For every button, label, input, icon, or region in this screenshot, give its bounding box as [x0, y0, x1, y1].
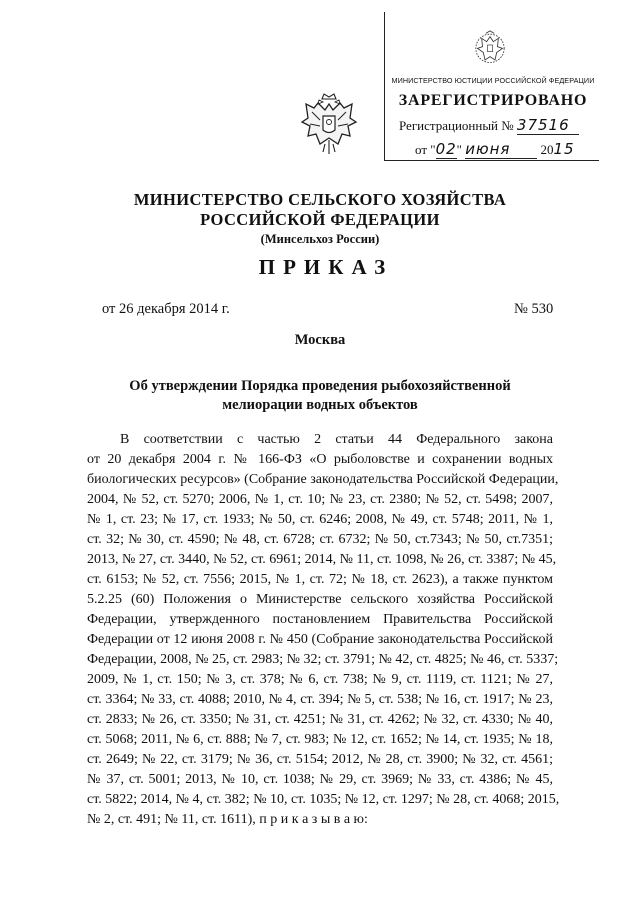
stamp-date-year-prefix: 20 [540, 142, 554, 157]
body-line: ст. 5068; 2011, № 6, ст. 888; № 7, ст. 983; № 12, ст. 1652; № 14, ст. 1935; № 18, [87, 732, 553, 747]
body-line: Федерации, утвержденного постановлением Правительства Российской [87, 612, 553, 627]
body-line: ст. 2649; № 22, ст. 3179; № 36, ст. 5154; 2012, № 28, ст. 3900; № 32, ст. 4561; [87, 752, 553, 767]
stamp-date-day: 02 [435, 140, 457, 158]
stamp-date-prefix: от [415, 142, 428, 157]
body-line: Федерации, 2008, № 25, ст. 2983; № 32; ст. 3791; № 42, ст. 4825; № 46, ст. 5337; [87, 652, 559, 667]
ministry-name-line1: МИНИСТЕРСТВО СЕЛЬСКОГО ХОЗЯЙСТВА [133, 190, 507, 209]
body-line: № 37, ст. 5001; 2013, № 10, ст. 1038; № 29, ст. 3969; № 33, ст. 4386; № 45, [87, 772, 553, 787]
body-line: Федерации от 12 июня 2008 г. № 450 (Собрание законодательства Российской [87, 632, 553, 647]
body-line: ст. 6153; № 52, ст. 7556; 2015, № 1, ст. 72; № 18, ст. 2623), а также пунктом [87, 572, 553, 587]
stamp-date-year-suffix: 15 [553, 140, 575, 158]
body-line: № 1, ст. 23; № 17, ст. 1933; № 50, ст. 6246; 2008, № 49, ст. 5748; 2011, № 1, [87, 512, 553, 527]
coat-of-arms-icon [300, 90, 358, 160]
stamp-date-month: июня [465, 140, 537, 159]
stamp-regno-row [399, 116, 579, 135]
stamp-registered: ЗАРЕГИСТРИРОВАНО [398, 92, 588, 109]
registration-stamp [384, 12, 599, 161]
body-line: 2004, № 52, ст. 5270; 2006, № 1, ст. 10; № 23, ст. 2380; № 52, ст. 5498; 2007, [87, 492, 553, 507]
body-line: 5.2.25 (60) Положения о Министерстве сельского хозяйства Российской [87, 592, 553, 607]
order-number: № 530 [514, 301, 554, 317]
stamp-date-row: от "02" июня 2015 [415, 140, 575, 158]
body-line: биологических ресурсов» (Собрание законодательства Российской Федерации, [87, 472, 559, 487]
body-line: № 2, ст. 491; № 11, ст. 1611), п р и к а з ы в а ю: [87, 812, 368, 827]
order-date: от 26 декабря 2014 г. [102, 301, 230, 317]
stamp-ministry: МИНИСТЕРСТВО ЮСТИЦИИ РОССИЙСКОЙ ФЕДЕРАЦИИ [391, 76, 595, 85]
stamp-regno-label: Регистрационный № [399, 118, 514, 133]
body-line: от 20 декабря 2004 г. № 166-ФЗ «О рыболовстве и сохранении водных [87, 452, 553, 467]
stamp-emblem-icon [473, 30, 507, 70]
order-city: Москва [294, 332, 346, 348]
ministry-name-line2: РОССИЙСКОЙ ФЕДЕРАЦИИ [200, 210, 440, 229]
body-line: В соответствии с частью 2 статьи 44 Федерального закона [120, 432, 553, 447]
subject-line2: мелиорации водных объектов [222, 397, 418, 413]
subject-line1: Об утверждении Порядка проведения рыбохозяйственной [129, 378, 511, 394]
body-line: ст. 3364; № 33, ст. 4088; 2010, № 4, ст. 394; № 5, ст. 538; № 16, ст. 1917; № 23, [87, 692, 553, 707]
ministry-short-name: (Минсельхоз России) [260, 232, 380, 246]
stamp-regno-value: 37516 [517, 116, 579, 135]
body-line: ст. 32; № 30, ст. 4590; № 48, ст. 6728; ст. 6732; № 50, ст.7343; № 50, ст.7351; [87, 532, 553, 547]
order-title: ПРИКАЗ [258, 255, 394, 279]
body-line: ст. 5822; 2014, № 4, ст. 382; № 10, ст. 1035; № 12, ст. 1297; № 28, ст. 4068; 2015, [87, 792, 560, 807]
body-line: ст. 2833; № 26, ст. 3350; № 31, ст. 4251; № 31, ст. 4262; № 32, ст. 4330; № 40, [87, 712, 553, 727]
body-line: 2009, № 1, ст. 150; № 3, ст. 378; № 6, ст. 738; № 9, ст. 1119, ст. 1121; № 27, [87, 672, 553, 687]
body-line: 2013, № 27, ст. 3440, № 52, ст. 6961; 2014, № 11, ст. 1098, № 26, ст. 3387; № 45, [87, 552, 557, 567]
